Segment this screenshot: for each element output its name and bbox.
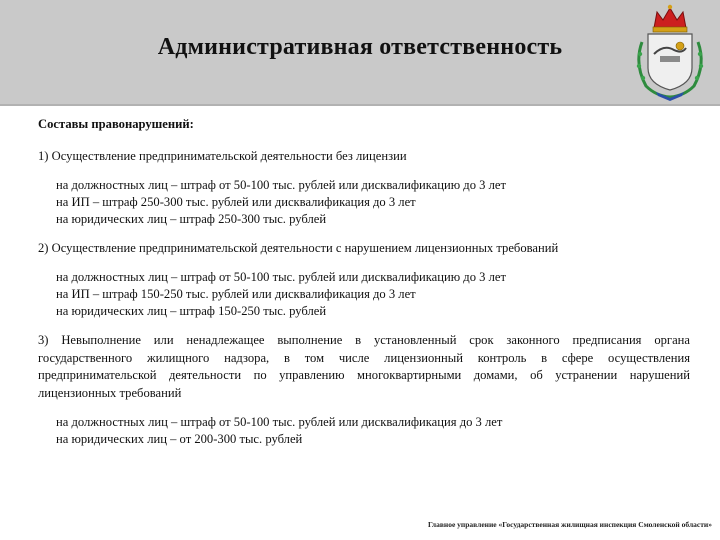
penalty-line: на должностных лиц – штраф от 50-100 тыс. рублей или дисквалификация до 3 лет <box>56 415 503 429</box>
crown-icon <box>653 5 687 32</box>
section-heading: 3) Невыполнение или ненадлежащее выполнение в установленный срок законного предписания органа государственного жилищного надзора, в том числе лицензионный контроль в сфере осуществления предпринимательской деятельности по управлению многоквартирными домами, об устранении нарушений лицензионных требований <box>38 333 690 400</box>
slide-content <box>38 116 690 460</box>
violation-section-2 <box>38 240 690 320</box>
section-heading: 2) Осуществление предпринимательской деятельности с нарушением лицензионных требований <box>38 241 559 255</box>
slide-header <box>0 0 720 106</box>
penalty-line: на ИП – штраф 150-250 тыс. рублей или дисквалификация до 3 лет <box>56 287 416 301</box>
page-title: Административная ответственность <box>157 34 563 60</box>
coat-of-arms-icon <box>624 2 716 102</box>
penalty-line: на ИП – штраф 250-300 тыс. рублей или дисквалификация до 3 лет <box>56 195 416 209</box>
section-heading: 1) Осуществление предпринимательской деятельности без лицензии <box>38 149 407 163</box>
violation-section-1 <box>38 148 690 228</box>
penalty-line: на должностных лиц – штраф от 50-100 тыс. рублей или дисквалификацию до 3 лет <box>56 178 506 192</box>
penalty-line: на должностных лиц – штраф от 50-100 тыс. рублей или дисквалификацию до 3 лет <box>56 270 506 284</box>
shield-icon <box>648 34 692 90</box>
penalty-line: на юридических лиц – штраф 150-250 тыс. рублей <box>56 304 327 318</box>
violation-section-3 <box>38 332 690 448</box>
subtitle: Составы правонарушений: <box>38 117 194 131</box>
penalty-line: на юридических лиц – штраф 250-300 тыс. рублей <box>56 212 327 226</box>
footer-organization: Главное управление «Государственная жилищная инспекция Смоленской области» <box>427 520 712 529</box>
penalty-line: на юридических лиц – от 200-300 тыс. рублей <box>56 432 303 446</box>
